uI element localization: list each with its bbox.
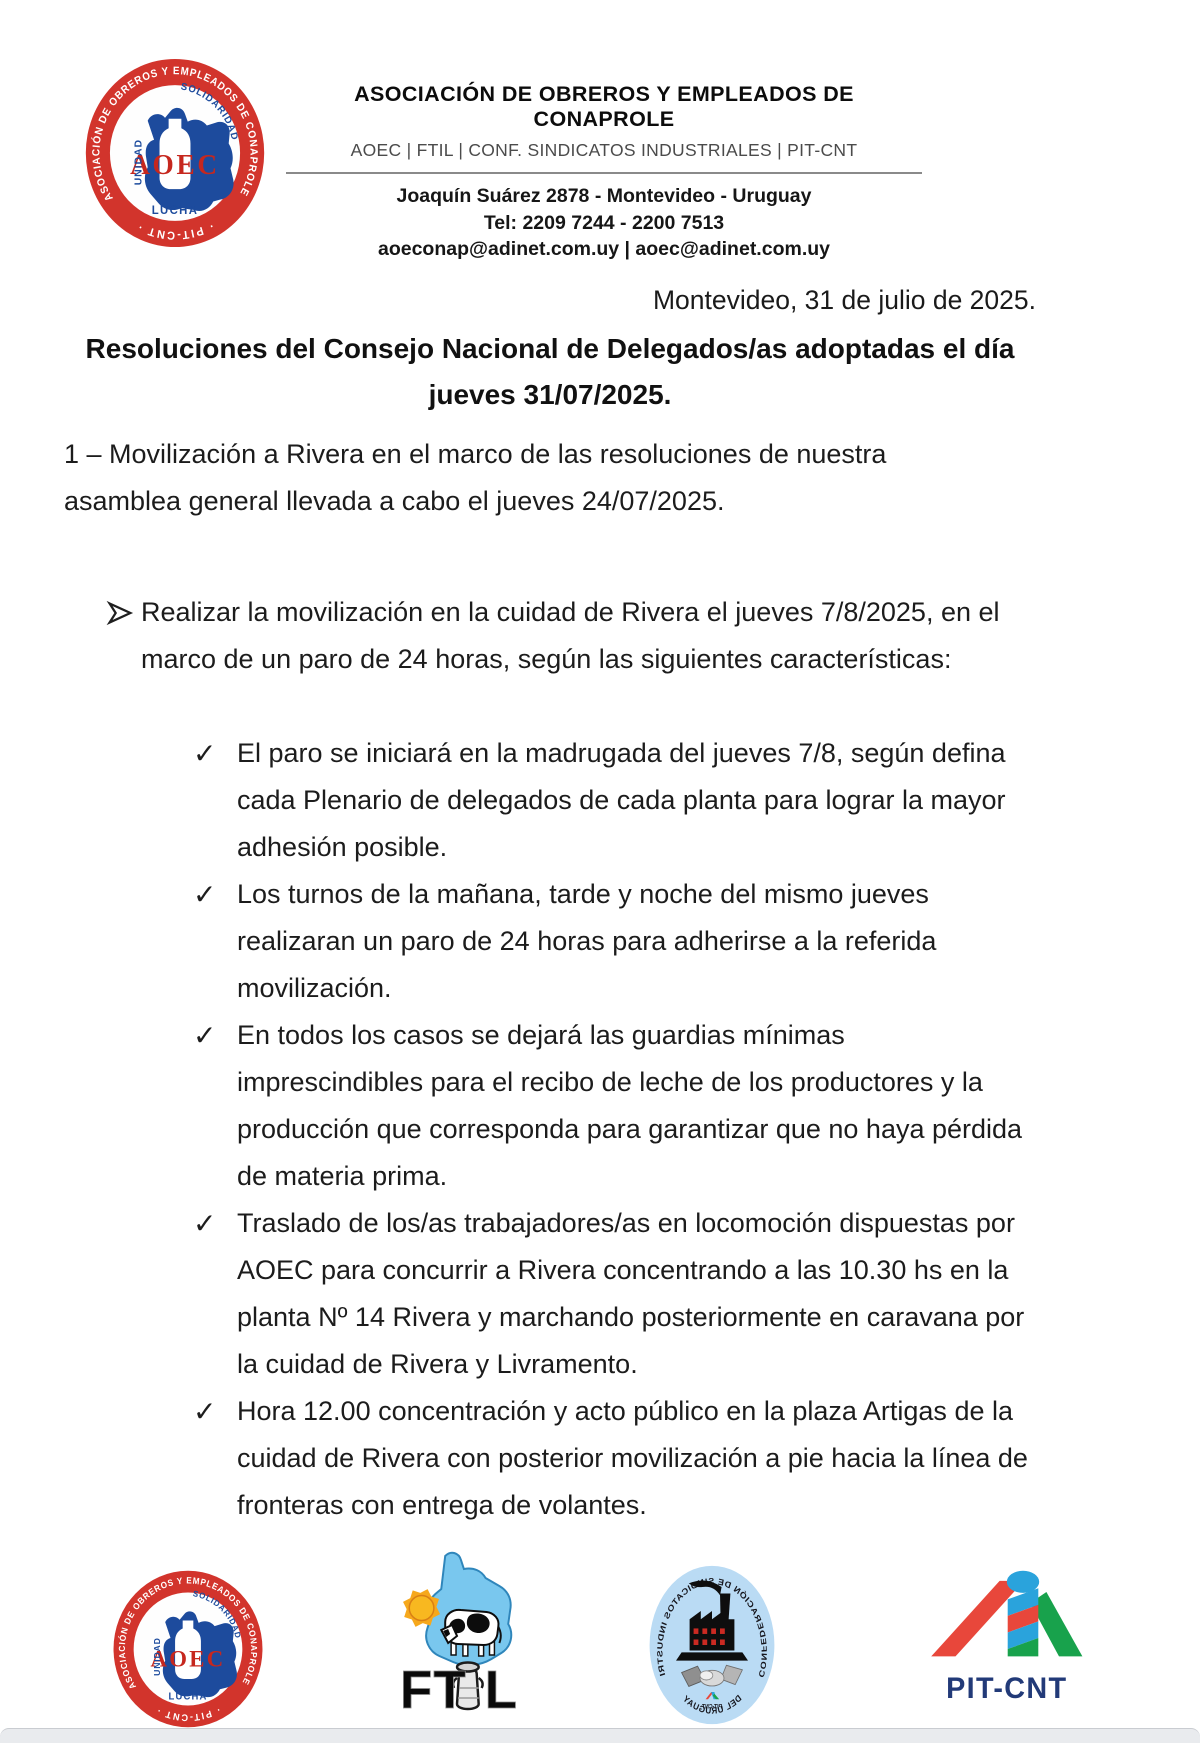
list-item: ✓ El paro se iniciará en la madrugada del jueves 7/8, según defina cada Plenario de delegados de cada planta para lograr la mayor adhesión posible. — [64, 730, 1036, 871]
letterhead-text — [286, 82, 922, 263]
list-item: ✓ Los turnos de la mañana, tarde y noche del mismo jueves realizaran un paro de 24 horas para adherirse a la referida movilización. — [64, 871, 1036, 1012]
check-icon: ✓ — [193, 1020, 217, 1051]
check-icon: ✓ — [193, 879, 217, 910]
list-item: ✓ Hora 12.00 concentración y acto público en la plaza Artigas de la cuidad de Rivera con posterior movilización a pie hacia la línea de fronteras con entrega de volantes. — [64, 1388, 1036, 1529]
letterhead-divider — [286, 172, 922, 174]
check-icon: ✓ — [193, 738, 217, 769]
check-icon: ✓ — [193, 1396, 217, 1427]
check-list — [64, 730, 1036, 1529]
date-line: Montevideo, 31 de julio de 2025. — [652, 285, 1036, 315]
address-line: Joaquín Suárez 2878 - Montevideo - Uruguay — [396, 185, 812, 207]
letter-title-line1: Resoluciones del Consejo Nacional de Delegados/as adoptadas el día — [85, 333, 1015, 364]
bottom-bar — [0, 1728, 1200, 1743]
sindicatos-industriales-logo — [648, 1564, 776, 1726]
ftil-logo — [394, 1550, 522, 1718]
aoec-badge-logo — [112, 1570, 264, 1728]
pit-cnt-logo — [924, 1568, 1086, 1708]
letter-title — [64, 326, 1036, 418]
footer-logos-row — [0, 1548, 1200, 1728]
intro-paragraph: 1 – Movilización a Rivera en el marco de las resoluciones de nuestra asamblea general llevada a cabo el jueves 24/07/2025. — [64, 439, 887, 516]
org-name: ASOCIACIÓN DE OBREROS Y EMPLEADOS DE CONAPROLE — [354, 82, 854, 131]
letter-body — [64, 284, 1036, 1529]
list-item: ✓ Traslado de los/as trabajadores/as en locomoción dispuestas por AOEC para concurrir a Rivera concentrando a las 10.30 hs en la planta Nº 14 Rivera y marchando posteriormente en caravana por la cuidad de Rivera y Livramento. — [64, 1200, 1036, 1388]
phone-line: Tel: 2209 7244 - 2200 7513 — [483, 211, 725, 234]
arrow-item-text: Realizar la movilización en la cuidad de Rivera el jueves 7/8/2025, en el marco de un paro de 24 horas, según las siguientes características: — [141, 597, 1000, 674]
affiliations-line: AOEC | FTIL | CONF. SINDICATOS INDUSTRIALES | PIT-CNT — [350, 140, 858, 160]
aoec-badge-logo — [84, 58, 266, 248]
email-line: aoeconap@adinet.com.uy | aoec@adinet.com.uy — [377, 238, 830, 260]
arrow-list-item — [64, 589, 1036, 730]
list-item: ✓ En todos los casos se dejará las guardias mínimas imprescindibles para el recibo de leche de los productores y la producción que corresponda para garantizar que no haya pérdida de materia prima. — [64, 1012, 1036, 1200]
letter-title-line2: jueves 31/07/2025. — [428, 379, 672, 410]
arrow-bullet-icon — [105, 589, 141, 631]
check-icon: ✓ — [193, 1208, 217, 1239]
